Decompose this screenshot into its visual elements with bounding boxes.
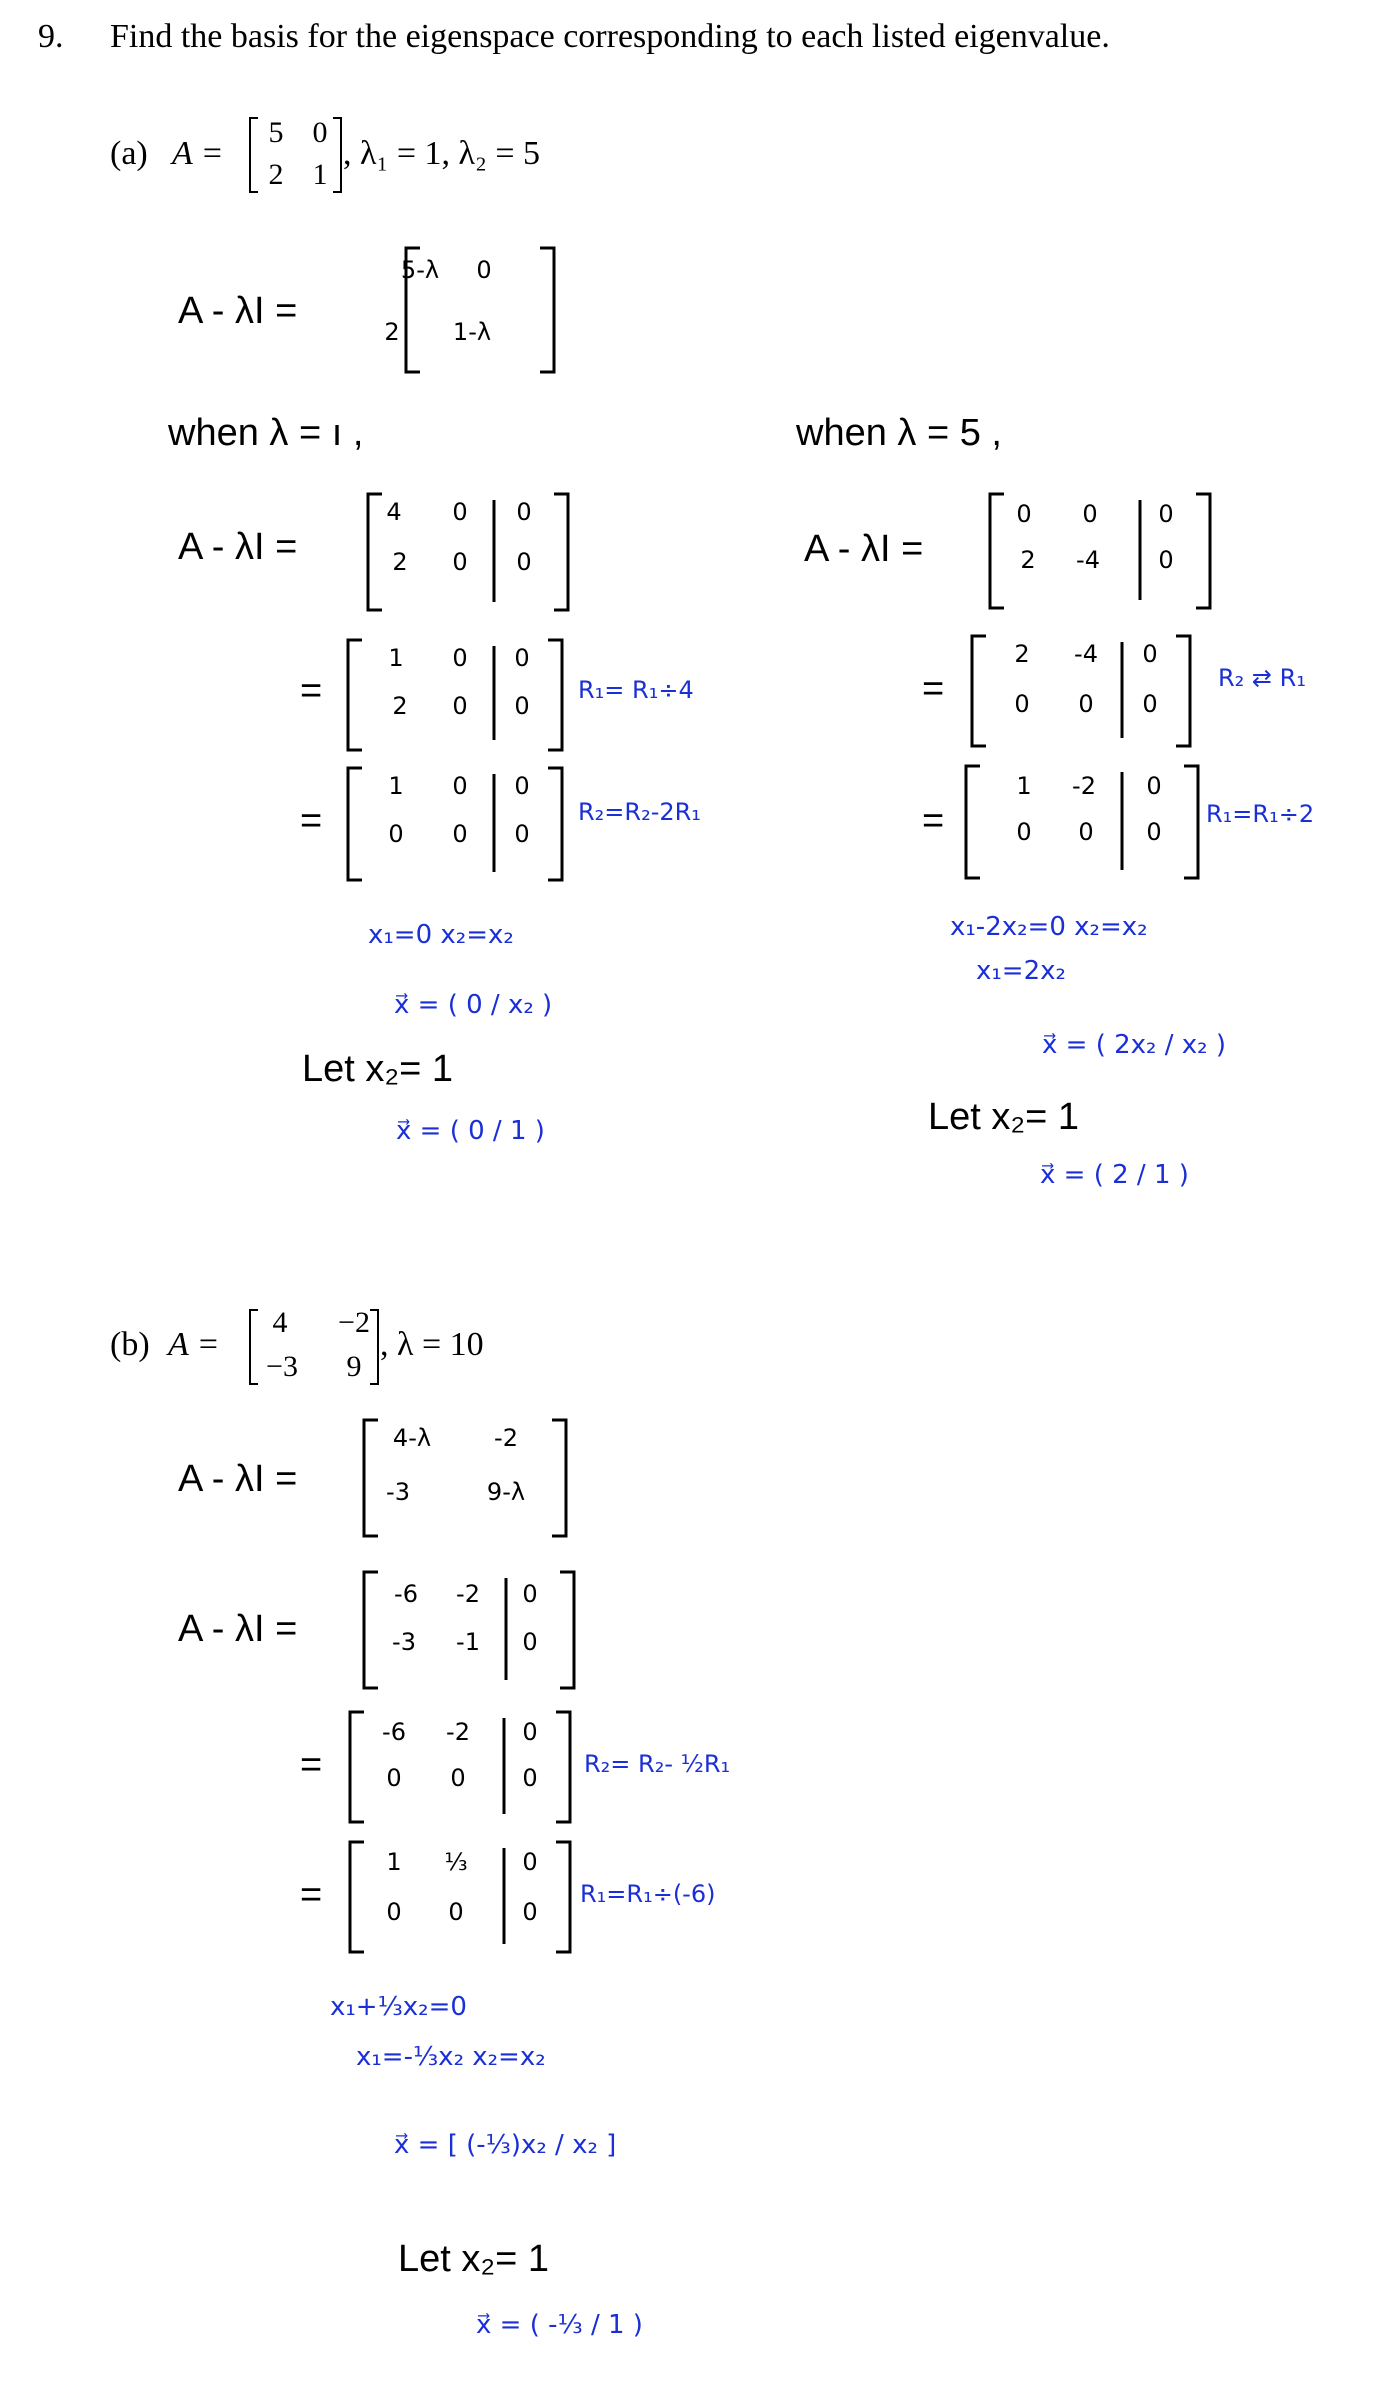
- problem-number: 9.: [38, 18, 64, 55]
- case2-m2-cell: 0: [1142, 690, 1158, 718]
- case2-let: Let x₂= 1: [928, 1096, 1080, 1138]
- part-b-lhs2: A - λI =: [178, 1608, 298, 1650]
- case1-vector: x⃗ = ( 0 / x₂ ): [394, 990, 553, 1020]
- case2-m3-cell: 0: [1146, 818, 1162, 846]
- case2-m3-cell: 0: [1146, 772, 1162, 800]
- case1-let: Let x₂= 1: [302, 1048, 454, 1090]
- case1-m3-cell: 0: [388, 820, 404, 848]
- part-b-setup-cell: 9-λ: [486, 1478, 526, 1506]
- case2-m1-cell: -4: [1076, 546, 1100, 574]
- part-b-vector: x⃗ = [ (-⅓)x₂ / x₂ ]: [394, 2130, 617, 2160]
- part-b-setup-cell: 4-λ: [392, 1424, 432, 1452]
- part-a-matrix-cell: 1: [312, 158, 328, 191]
- case1-m3-cell: 0: [514, 772, 530, 800]
- part-b-solution-line1: x₁+⅓x₂=0: [330, 1992, 467, 2022]
- part-b-eigenvalue: , λ = 10: [380, 1326, 484, 1363]
- part-b-matrix-cell: −3: [266, 1350, 298, 1383]
- case2-m2-cell: 0: [1014, 690, 1030, 718]
- case2-m1-cell: 0: [1016, 500, 1032, 528]
- case1-op3: R₂=R₂-2R₁: [578, 798, 701, 826]
- part-b-op3: R₁=R₁÷(-6): [580, 1880, 716, 1908]
- part-b-matrix-cell: 9: [346, 1350, 362, 1383]
- part-a-matrix-cell: 0: [312, 116, 328, 149]
- part-b-label: (b): [110, 1326, 150, 1363]
- part-a-setup-cell: 1-λ: [452, 318, 492, 346]
- case1-m1-cell: 0: [516, 498, 532, 526]
- part-b-m1-cell: -1: [456, 1628, 480, 1656]
- part-b-m1-cell: 0: [522, 1628, 538, 1656]
- case1-m2-cell: 2: [392, 692, 408, 720]
- part-b-solution-line2: x₁=-⅓x₂ x₂=x₂: [356, 2042, 546, 2072]
- case1-eq2: =: [300, 670, 323, 712]
- part-a-setup-cell: 0: [476, 256, 492, 284]
- part-b-setup-cell: -2: [494, 1424, 518, 1452]
- part-b-matrix-cell: −2: [338, 1306, 370, 1339]
- part-b-m3-cell: 0: [448, 1898, 464, 1926]
- case1-m1-cell: 0: [452, 498, 468, 526]
- case2-m2-cell: 0: [1142, 640, 1158, 668]
- part-b-m2-cell: 0: [522, 1764, 538, 1792]
- case2-basis: x⃗ = ( 2 / 1 ): [1040, 1160, 1189, 1190]
- case2-solution-line1: x₁-2x₂=0 x₂=x₂: [950, 912, 1148, 942]
- case1-m2-cell: 0: [452, 692, 468, 720]
- part-b-m1-cell: -6: [394, 1580, 418, 1608]
- case1-m1-cell: 0: [516, 548, 532, 576]
- case2-m2-cell: -4: [1074, 640, 1098, 668]
- case2-m1-cell: 2: [1020, 546, 1036, 574]
- case1-m3-cell: 0: [452, 772, 468, 800]
- part-b-m2-cell: -6: [382, 1718, 406, 1746]
- case1-op2: R₁= R₁÷4: [578, 676, 694, 704]
- case1-basis: x⃗ = ( 0 / 1 ): [396, 1116, 545, 1146]
- case2-op2: R₂ ⇄ R₁: [1218, 664, 1306, 692]
- part-a-matrix-cell: 5: [268, 116, 284, 149]
- case2-m2-cell: 2: [1014, 640, 1030, 668]
- part-b-m3-cell: 0: [386, 1898, 402, 1926]
- case2-m3-cell: 1: [1016, 772, 1032, 800]
- part-b-setup-lhs: A - λI =: [178, 1458, 298, 1500]
- part-a-matrix-var: A =: [172, 135, 224, 172]
- part-b-m2-cell: -2: [446, 1718, 470, 1746]
- case1-m3-cell: 0: [452, 820, 468, 848]
- part-b-m3-cell: 1: [386, 1848, 402, 1876]
- case2-m1-cell: 0: [1082, 500, 1098, 528]
- case2-eq2: =: [922, 668, 945, 710]
- case1-m3-cell: 1: [388, 772, 404, 800]
- part-b-m1-cell: -3: [392, 1628, 416, 1656]
- part-b-let: Let x₂= 1: [398, 2238, 550, 2280]
- case2-heading: when λ = 5 ,: [796, 412, 1002, 454]
- part-b-m3-cell: 0: [522, 1898, 538, 1926]
- part-b-m2-cell: 0: [386, 1764, 402, 1792]
- case1-m2-cell: 0: [452, 644, 468, 672]
- case2-m3-cell: 0: [1016, 818, 1032, 846]
- case2-m2-cell: 0: [1078, 690, 1094, 718]
- case1-solution-line: x₁=0 x₂=x₂: [368, 920, 514, 950]
- part-b-eq3: =: [300, 1874, 323, 1916]
- part-a-eigenvalues: , λ₁ = 1, λ₂ = 5: [343, 135, 541, 172]
- case2-eq3: =: [922, 800, 945, 842]
- case1-m1-cell: 4: [386, 498, 402, 526]
- case1-m1-cell: 0: [452, 548, 468, 576]
- part-b-m2-cell: 0: [450, 1764, 466, 1792]
- case2-vector: x⃗ = ( 2x₂ / x₂ ): [1042, 1030, 1226, 1060]
- part-a-label: (a): [110, 135, 148, 172]
- case2-m3-cell: 0: [1078, 818, 1094, 846]
- case1-m3-cell: 0: [514, 820, 530, 848]
- case2-lhs: A - λI =: [804, 528, 924, 570]
- case1-heading: when λ = ı ,: [168, 412, 364, 454]
- problem-statement: Find the basis for the eigenspace corresponding to each listed eigenvalue.: [110, 18, 1110, 55]
- part-b-matrix-var: A =: [168, 1326, 220, 1363]
- case1-m2-cell: 1: [388, 644, 404, 672]
- case2-m1-cell: 0: [1158, 546, 1174, 574]
- part-b-m2-cell: 0: [522, 1718, 538, 1746]
- part-a-setup-cell: 2: [384, 318, 400, 346]
- case1-m2-cell: 0: [514, 692, 530, 720]
- case1-eq3: =: [300, 800, 323, 842]
- part-b-setup-cell: -3: [386, 1478, 410, 1506]
- part-a-setup-lhs: A - λI =: [178, 290, 298, 332]
- part-b-m3-cell: ⅓: [444, 1848, 468, 1876]
- case2-m3-cell: -2: [1072, 772, 1096, 800]
- part-b-m1-cell: -2: [456, 1580, 480, 1608]
- case2-m1-cell: 0: [1158, 500, 1174, 528]
- case1-m2-cell: 0: [514, 644, 530, 672]
- case2-solution-line2: x₁=2x₂: [976, 956, 1066, 986]
- part-b-eq2: =: [300, 1744, 323, 1786]
- case2-op3: R₁=R₁÷2: [1206, 800, 1315, 828]
- part-b-basis: x⃗ = ( -⅓ / 1 ): [476, 2310, 643, 2340]
- case1-lhs: A - λI =: [178, 526, 298, 568]
- part-b-matrix-cell: 4: [272, 1306, 288, 1339]
- part-a-setup-cell: 5-λ: [400, 256, 440, 284]
- part-b-m3-cell: 0: [522, 1848, 538, 1876]
- case1-m1-cell: 2: [392, 548, 408, 576]
- part-b-op2: R₂= R₂- ½R₁: [584, 1750, 731, 1778]
- part-b-m1-cell: 0: [522, 1580, 538, 1608]
- part-a-matrix-cell: 2: [268, 158, 284, 191]
